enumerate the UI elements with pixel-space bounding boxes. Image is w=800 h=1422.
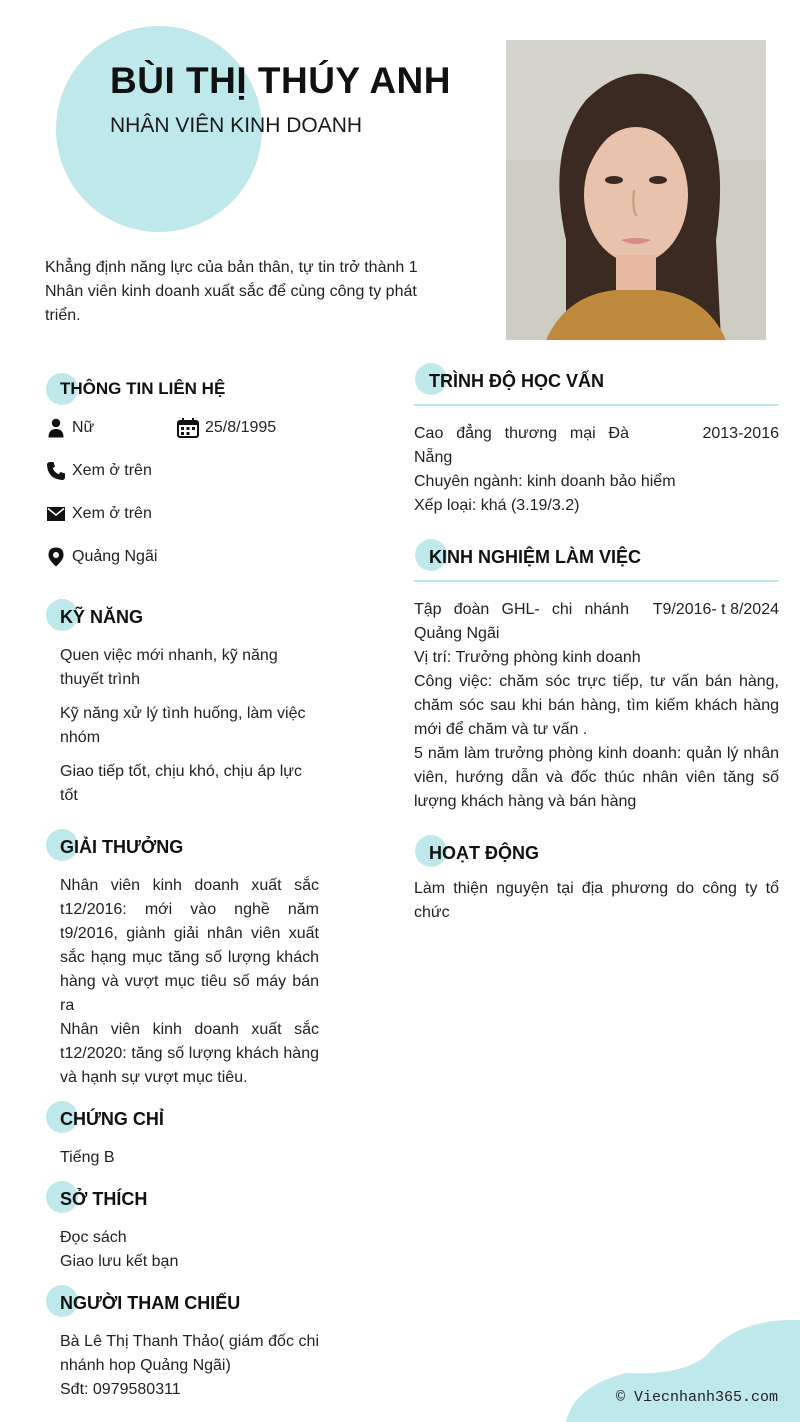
education-major: Chuyên ngành: kinh doanh bảo hiểm [414, 473, 676, 490]
education-period: 2013-2016 [702, 425, 779, 442]
experience-divider [414, 580, 779, 582]
education-grade: Xếp loại: khá (3.19/3.2) [414, 497, 580, 514]
skills-list [60, 644, 319, 818]
birthday-value: 25/8/1995 [205, 419, 277, 436]
birthday-row [177, 418, 276, 438]
experience-section-title: KINH NGHIỆM LÀM VIỆC [429, 547, 642, 567]
reference-item: Sđt: 0979580311 [60, 1381, 181, 1398]
experience-duties: Công việc: chăm sóc trực tiếp, tư vấn bán hàng, chăm sóc sau khi bán hàng, tìm kiếm khách hàng mới để chăm và tư vấn . [414, 673, 779, 738]
hobbies-list [60, 1226, 319, 1274]
phone-row [46, 461, 152, 481]
activities-text: Làm thiện nguyện tại địa phương do công ty tổ chức [414, 880, 779, 921]
education-school: Cao đẳng thương mại Đà Nẵng [414, 425, 629, 466]
award-item: Nhân viên kinh doanh xuất sắc t12/2016: mới vào nghề năm t9/2016, giành giải nhân viên xuất sắc hạng mục tăng số lượng khách hàng và vượt mục tiêu số máy bán ra [60, 877, 319, 1014]
skill-item: Kỹ năng xử lý tình huống, làm việc nhóm [60, 705, 306, 746]
footer-watermark: © Viecnhanh365.com [615, 1389, 778, 1406]
certificate-item: Tiếng B [60, 1149, 115, 1166]
contact-section-title: THÔNG TIN LIÊN HỆ [60, 379, 226, 398]
footer-decor-blob [566, 1318, 800, 1422]
calendar-icon [177, 418, 199, 438]
education-divider [414, 404, 779, 406]
address-value: Quảng Ngãi [72, 548, 158, 565]
education-section-title: TRÌNH ĐỘ HỌC VẤN [429, 371, 604, 391]
gender-value: Nữ [72, 419, 95, 436]
activities-content [414, 877, 779, 925]
envelope-icon [46, 504, 66, 524]
career-objective: Khẳng định năng lực của bản thân, tự tin trở thành 1 Nhân viên kinh doanh xuất sắc để cùng công ty phát triển. [45, 259, 418, 324]
candidate-name: BÙI THỊ THÚY ANH [110, 60, 451, 101]
skill-item: Quen việc mới nhanh, kỹ năng thuyết trình [60, 647, 278, 688]
experience-position: Vị trí: Trưởng phòng kinh doanh [414, 649, 641, 666]
experience-company: Tập đoàn GHL- chi nhánh Quảng Ngãi [414, 601, 629, 642]
phone-value: Xem ở trên [72, 462, 152, 479]
email-value: Xem ở trên [72, 505, 152, 522]
hobbies-section-title: SỞ THÍCH [60, 1189, 148, 1209]
profile-photo [506, 40, 766, 340]
gender-row [46, 418, 94, 438]
reference-item: Bà Lê Thị Thanh Thảo( giám đốc chi nhánh hop Quảng Ngãi) [60, 1333, 319, 1374]
phone-icon [46, 461, 66, 481]
education-content [414, 422, 779, 518]
awards-list [60, 874, 319, 1090]
location-pin-icon [46, 547, 66, 567]
experience-summary: 5 năm làm trưởng phòng kinh doanh: quản lý nhân viên, hướng dẫn và đốc thúc nhân viên tăng số lượng khách hàng và bán hàng [414, 745, 779, 810]
references-list [60, 1330, 319, 1402]
skills-section-title: KỸ NĂNG [60, 607, 144, 627]
awards-section-title: GIẢI THƯỞNG [60, 837, 184, 857]
skill-item: Giao tiếp tốt, chịu khó, chịu áp lực tốt [60, 763, 302, 804]
experience-period: T9/2016- t 8/2024 [652, 601, 779, 618]
email-row [46, 504, 152, 524]
references-section-title: NGƯỜI THAM CHIẾU [60, 1293, 241, 1313]
award-item: Nhân viên kinh doanh xuất sắc t12/2020: tăng số lượng khách hàng và hạnh sự vượt mục tiêu. [60, 1021, 319, 1086]
candidate-job-title: NHÂN VIÊN KINH DOANH [110, 114, 363, 137]
experience-content [414, 598, 779, 814]
certificates-section-title: CHỨNG CHỈ [60, 1109, 164, 1129]
certificates-list [60, 1146, 319, 1170]
address-row [46, 547, 157, 567]
person-icon [46, 418, 66, 438]
hobby-item: Đọc sách [60, 1229, 127, 1246]
hobby-item: Giao lưu kết bạn [60, 1253, 179, 1270]
activities-section-title: HOẠT ĐỘNG [429, 843, 539, 863]
